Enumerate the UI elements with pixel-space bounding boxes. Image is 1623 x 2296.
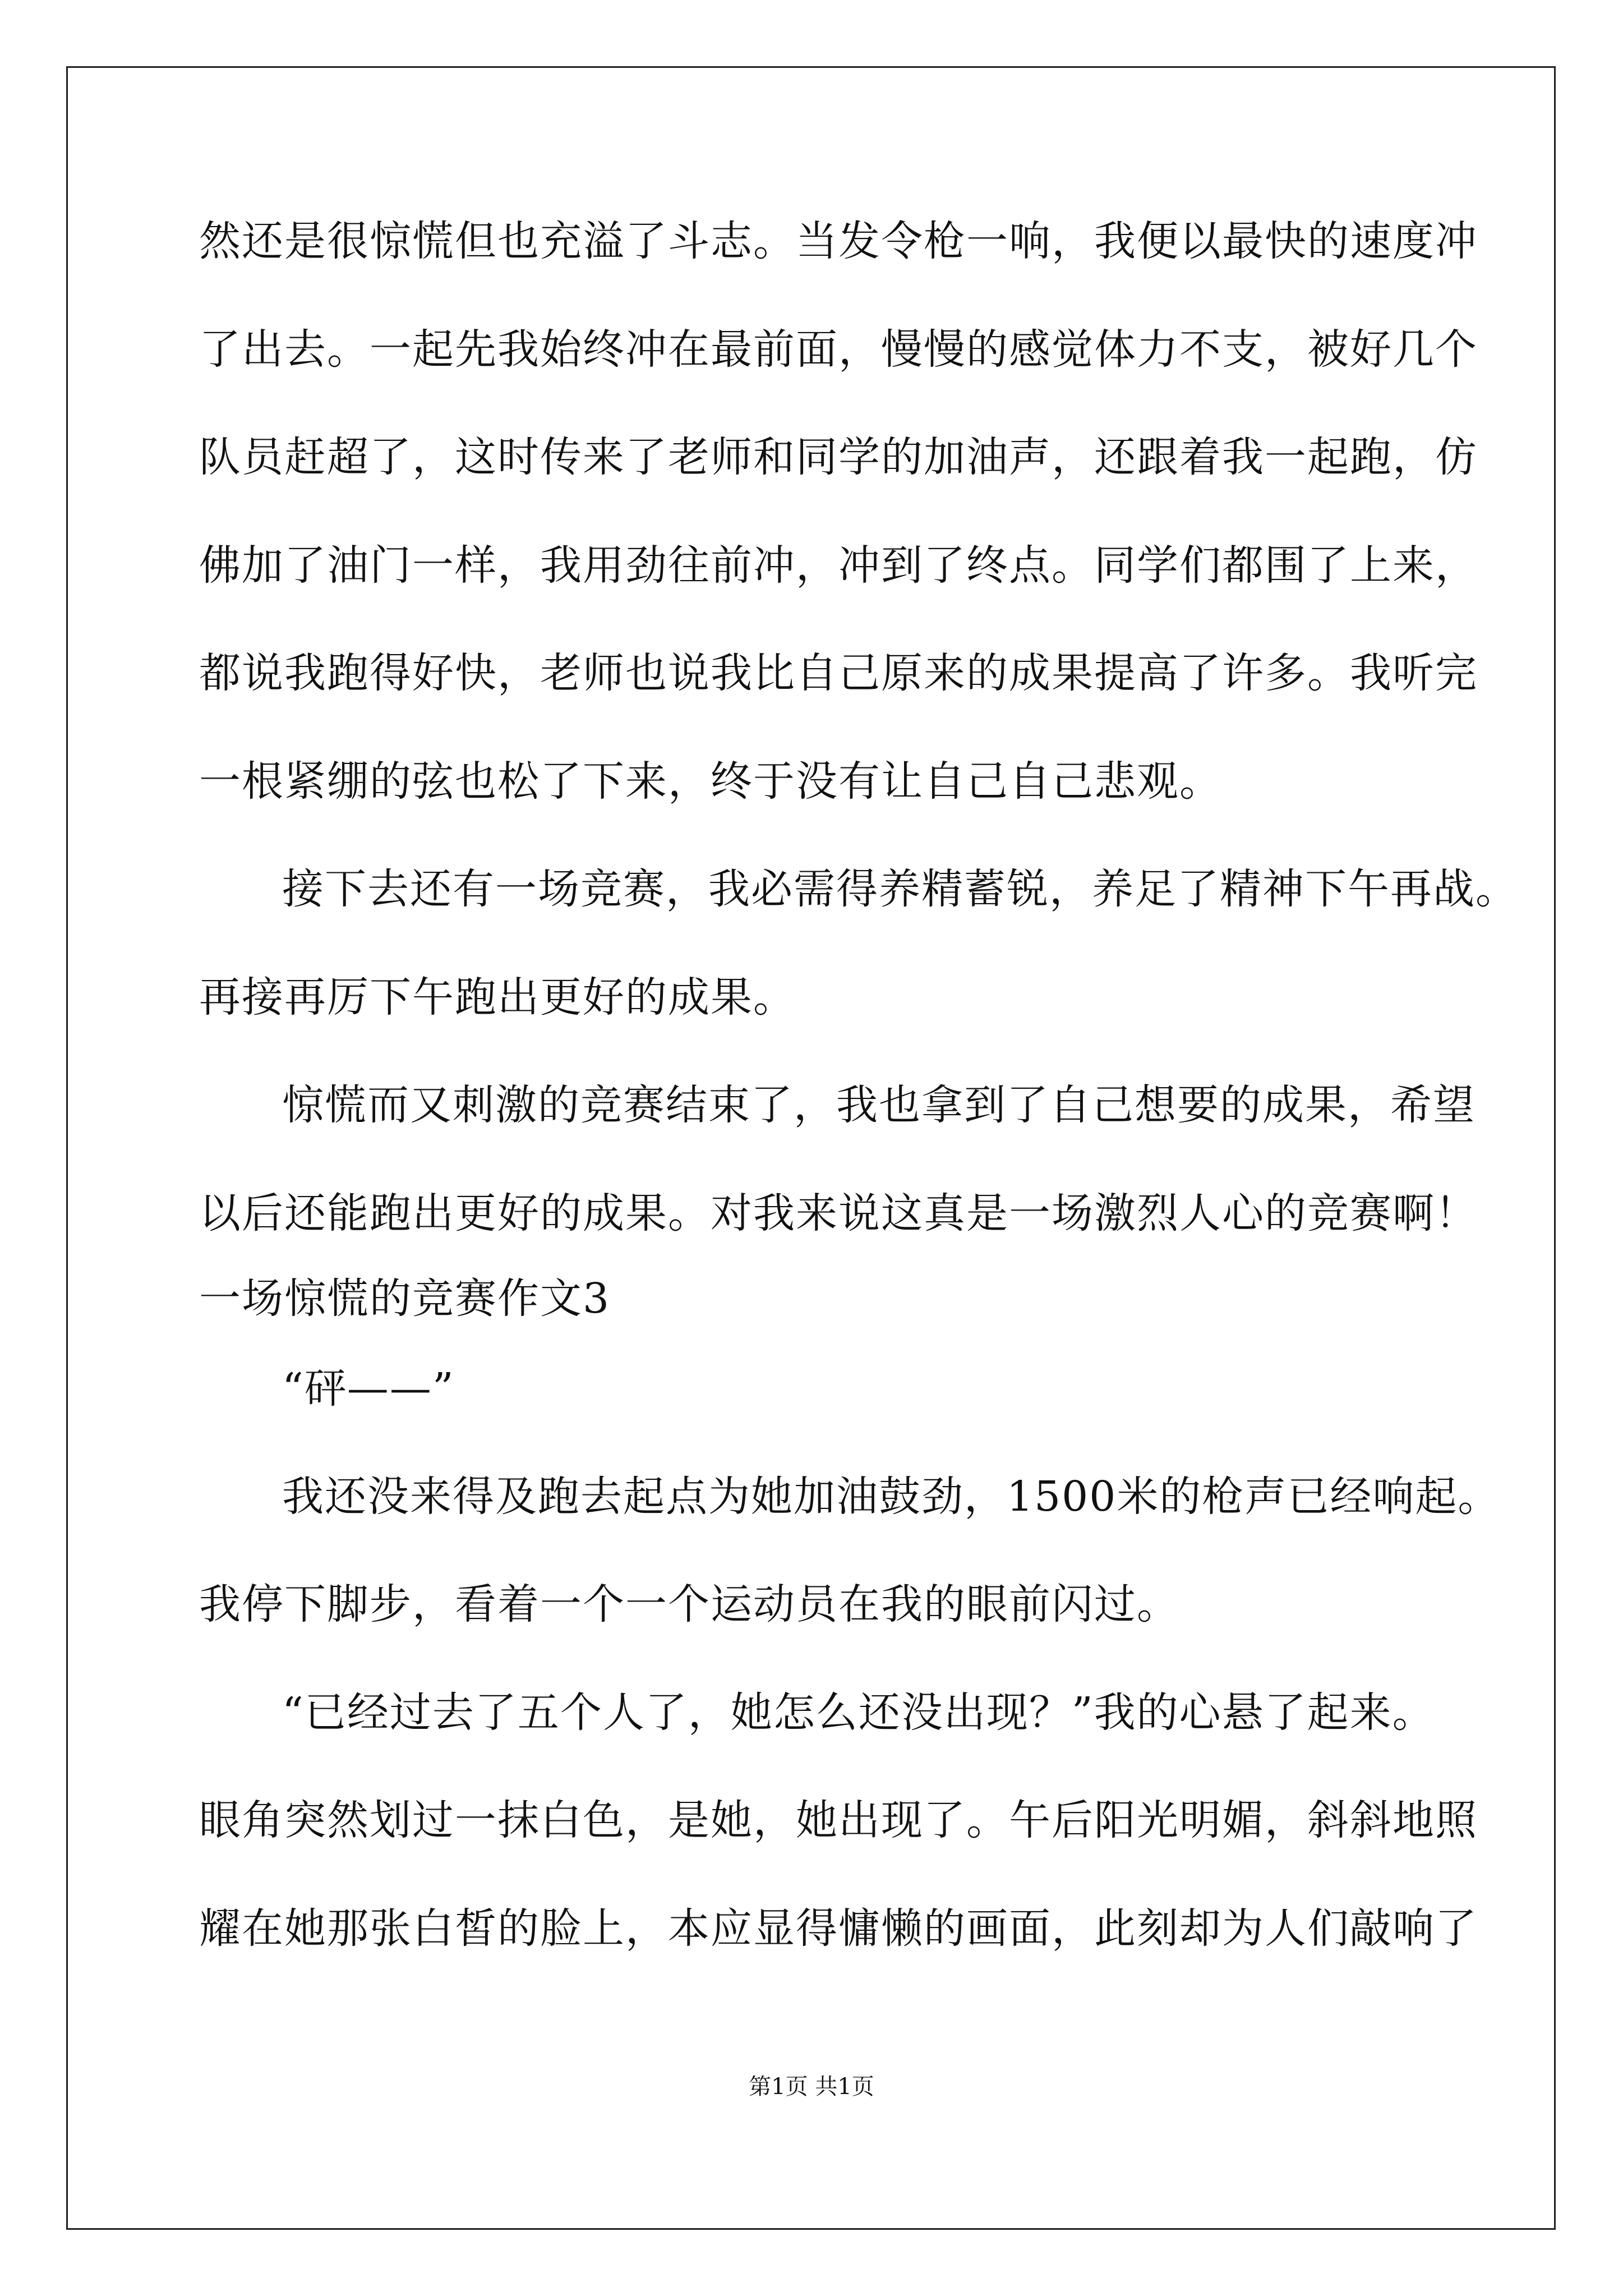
text-line: 我停下脚步，看着一个一个运动员在我的眼前闪过。 bbox=[199, 1580, 1179, 1628]
text-line: 队员赶超了，这时传来了老师和同学的加油声，还跟着我一起跑，仿 bbox=[199, 433, 1478, 481]
paragraph-start-line: “已经过去了五个人了，她怎么还没出现？”我的心悬了起来。 bbox=[282, 1688, 1435, 1737]
paragraph-start-line: 惊慌而又刺激的竞赛结束了，我也拿到了自己想要的成果，希望 bbox=[282, 1081, 1476, 1129]
text-line: 一根紧绷的弦也松了下来，终于没有让自己自己悲观。 bbox=[199, 757, 1222, 806]
text-line: 眼角突然划过一抹白色，是她，她出现了。午后阳光明媚，斜斜地照 bbox=[199, 1796, 1478, 1844]
paragraph-start-line: “砰——” bbox=[282, 1364, 455, 1412]
paragraph-start-line: 我还没来得及跑去起点为她加油鼓劲，1500米的枪声已经响起。 bbox=[282, 1473, 1501, 1521]
section-heading: 一场惊慌的竞赛作文3 bbox=[199, 1274, 611, 1323]
text-line: 了出去。一起先我始终冲在最前面，慢慢的感觉体力不支，被好几个 bbox=[199, 325, 1478, 374]
text-line: 再接再厉下午跑出更好的成果。 bbox=[199, 973, 796, 1022]
text-line: 都说我跑得好快，老师也说我比自己原来的成果提高了许多。我听完 bbox=[199, 649, 1478, 697]
text-line: 佛加了油门一样，我用劲往前冲，冲到了终点。同学们都围了上来， bbox=[199, 541, 1478, 590]
paragraph-start-line: 接下去还有一场竞赛，我必需得养精蓄锐，养足了精神下午再战。 bbox=[282, 865, 1518, 913]
text-line: 然还是很惊慌但也充溢了斗志。当发令枪一响，我便以最快的速度冲 bbox=[199, 217, 1478, 265]
text-line: 耀在她那张白皙的脸上，本应显得慵懒的画面，此刻却为人们敲响了 bbox=[199, 1904, 1478, 1953]
page-footer: 第1页 共1页 bbox=[749, 2074, 874, 2100]
text-line: 以后还能跑出更好的成果。对我来说这真是一场激烈人心的竞赛啊！ bbox=[199, 1189, 1478, 1237]
